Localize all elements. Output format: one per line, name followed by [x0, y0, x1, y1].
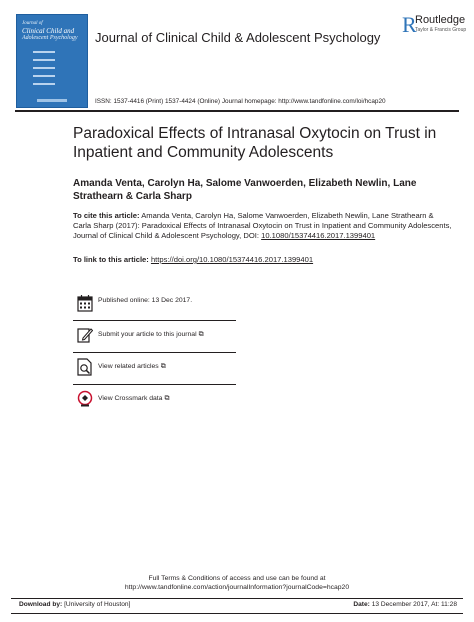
- published-online-row: [73, 290, 236, 320]
- crossmark-link[interactable]: [98, 395, 169, 403]
- cover-footer-mark: [37, 99, 67, 102]
- external-link-icon: ⧉: [160, 363, 166, 370]
- row-divider: [73, 384, 236, 385]
- external-link-icon: ⧉: [198, 331, 204, 338]
- cover-line-3: Adolescent Psychology: [22, 35, 78, 41]
- calendar-icon: [77, 294, 93, 312]
- download-info-bar: [11, 598, 463, 614]
- article-doi-link[interactable]: https://doi.org/10.1080/15374416.2017.1399401: [150, 255, 314, 264]
- crossmark-label: View Crossmark data: [98, 395, 163, 402]
- routledge-r-icon: R: [402, 12, 417, 37]
- citation-doi-link[interactable]: 10.1080/15374416.2017.1399401: [261, 231, 376, 240]
- cover-rule: [33, 75, 55, 77]
- issn-homepage-line: ISSN: 1537-4416 (Print) 1537-4424 (Online) Journal homepage: http://www.tandfonline.com/loi/hcap20: [95, 98, 386, 105]
- article-link-line: [73, 255, 453, 264]
- row-divider: [73, 352, 236, 353]
- downloaded-by-value: [University of Houston]: [64, 601, 131, 608]
- related-articles-label: View related articles: [98, 363, 159, 370]
- downloaded-by-label: Download by:: [19, 601, 63, 608]
- journal-title[interactable]: Journal of Clinical Child & Adolescent Psychology: [95, 30, 381, 45]
- download-date-value: 13 December 2017, At: 11:28: [371, 601, 457, 608]
- publisher-subline: Taylor & Francis Group: [415, 27, 467, 33]
- cover-line-1: Journal of: [22, 21, 43, 26]
- related-articles-link[interactable]: [98, 363, 166, 371]
- header-divider: [15, 110, 459, 112]
- link-label: To link to this article:: [73, 255, 149, 264]
- publisher-name: Routledge: [415, 14, 466, 26]
- citation-block: [73, 211, 453, 241]
- crossmark-icon: [77, 390, 93, 408]
- cover-rule: [33, 83, 55, 85]
- terms-note: [0, 574, 474, 592]
- published-online-text: Published online: 13 Dec 2017.: [98, 297, 193, 304]
- citation-text: Amanda Venta, Carolyn Ha, Salome Vanwoerden, Elizabeth Newlin, Lane Strathearn & Carla Sharp (2017): Paradoxical Effects of Intranasal Oxytocin on Trust in Inpatient and Community Adolescents, Journal of Clinical Child & Adolescent Psychology, DOI:: [73, 211, 452, 240]
- download-date: [353, 601, 457, 608]
- related-articles-row[interactable]: [73, 354, 236, 384]
- citation-label: To cite this article:: [73, 211, 140, 220]
- submit-article-link[interactable]: [98, 331, 204, 339]
- cover-line-2: Clinical Child and: [22, 27, 75, 35]
- submit-article-row[interactable]: [73, 322, 236, 352]
- edit-icon: [77, 326, 93, 344]
- search-document-icon: [77, 358, 93, 376]
- article-authors: Amanda Venta, Carolyn Ha, Salome Vanwoerden, Elizabeth Newlin, Lane Strathearn & Carla Sharp: [73, 178, 417, 202]
- cover-rule: [33, 59, 55, 61]
- journal-cover-image: [16, 14, 88, 108]
- terms-line: Full Terms & Conditions of access and use can be found at: [148, 575, 326, 582]
- download-date-label: Date:: [353, 601, 370, 608]
- external-link-icon: ⧉: [164, 395, 170, 402]
- cover-rule: [33, 51, 55, 53]
- article-title: Paradoxical Effects of Intranasal Oxytocin on Trust in Inpatient and Community Adolescents: [73, 125, 437, 161]
- row-divider: [73, 320, 236, 321]
- crossmark-row[interactable]: [73, 386, 236, 416]
- submit-article-label: Submit your article to this journal: [98, 331, 197, 338]
- terms-url[interactable]: http://www.tandfonline.com/action/journalInformation?journalCode=hcap20: [124, 584, 350, 591]
- downloaded-by: [19, 601, 130, 608]
- cover-rule: [33, 67, 55, 69]
